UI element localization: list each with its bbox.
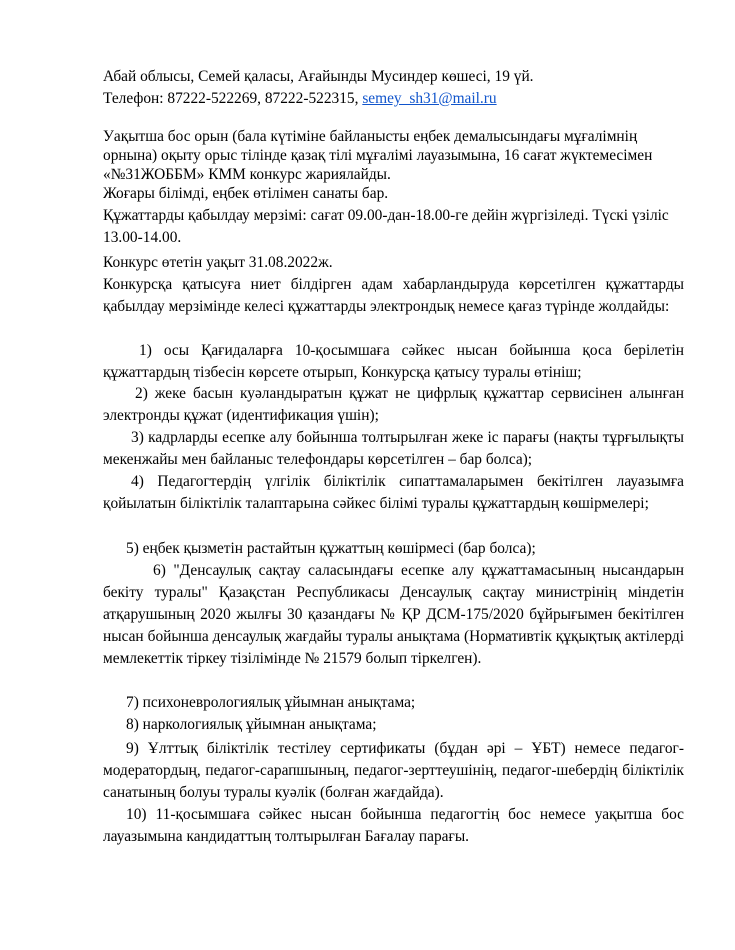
document-item-10: 10) 11-қосымшаға сәйкес нысан бойынша педагогтің бос немесе уақытша бос лауазымына кандидаттың толтырылған Бағалау парағы. [103,806,684,845]
document-item-2: 2) жеке басын куәландыратын құжат не цифрлық құжаттар сервисінен алынған электронды құжат (идентификация үшін); [103,385,684,424]
document-item-1: 1) осы Қағидаларға 10-қосымшаға сәйкес нысан бойынша қоса берілетін құжаттардың тізбесін көрсете отырып, Конкурсқа қатысу туралы өтініш; [103,342,684,381]
document-item-4: 4) Педагогтердің үлгілік біліктілік сипаттамаларымен бекітілген лауазымға қойылатын біліктілік талаптарына сәйкес білімі туралы құжаттардың көшірмелері; [103,473,684,512]
address-line: Абай облысы, Семей қаласы, Ағайынды Мусиндер көшесі, 19 үй. [103,68,534,85]
document-item-6: 6) "Денсаулық сақтау саласындағы есепке алу құжаттамасының нысандарын бекіту туралы" Қазақстан Республикасы Денсаулық сақтау министрінің міндетін атқарушының 2020 жылғы 30 қазандағы № ҚР ДСМ-175/2020 бұйрығымен бекітілген нысан бойынша денсаулық жағдайы туралы анықтама (Нормативтік құқықтық актілерді мемлекеттік тіркеу тізілімінде № 21579 болып тіркелген). [103,562,684,667]
schedule-text: Құжаттарды қабылдау мерзімі: сағат 09.00-дан-18.00-ге дейін жүргізіледі. Түскі үзіліс 13.00-14.00. [103,207,669,246]
document-item-7: 7) психоневрологиялық ұйымнан анықтама; [126,694,416,711]
document-item-5: 5) еңбек қызметін растайтын құжаттың көшірмесі (бар болса); [126,540,536,557]
intro-paragraph: Конкурсқа қатысуға ниет білдірген адам хабарландыруда көрсетілген құжаттарды қабылдау мерзімінде келесі құжаттарды электрондық немесе қағаз түрінде жолдайды: [103,276,684,315]
phone-text: Телефон: 87222-522269, 87222-522315, [103,90,363,107]
contact-line [103,88,684,110]
contest-date-text: Конкурс өтетін уақыт 31.08.2022ж. [103,254,333,271]
document-item-8: 8) наркологиялық ұйымнан анықтама; [126,716,377,733]
document-item-3: 3) кадрларды есепке алу бойынша толтырылған жеке іс парағы (нақты тұрғылықты мекенжайы мен байланыс телефондары көрсетілген – бар болса); [103,429,684,468]
requirements-text: Жоғары білімді, еңбек өтілімен санаты бар. [103,185,389,202]
document-item-9: 9) Ұлттық біліктілік тестілеу сертификаты (бұдан әрі – ҰБТ) немесе педагог-модератордың, педагог-сарапшының, педагог-зерттеушінің, педагог-шебердің біліктілік санатының болуы туралы куәлік (болған жағдайда). [103,740,684,801]
vacancy-paragraph: Уақытша бос орын (бала күтіміне байланысты еңбек демалысындағы мұғалімнің орнына) оқыту орыс тілінде қазақ тілі мұғалімі лауазымына, 16 сағат жүктемесімен «№31ЖОББМ» КММ конкурс жариялайды. [103,128,653,183]
email-link[interactable]: semey_sh31@mail.ru [362,90,497,107]
